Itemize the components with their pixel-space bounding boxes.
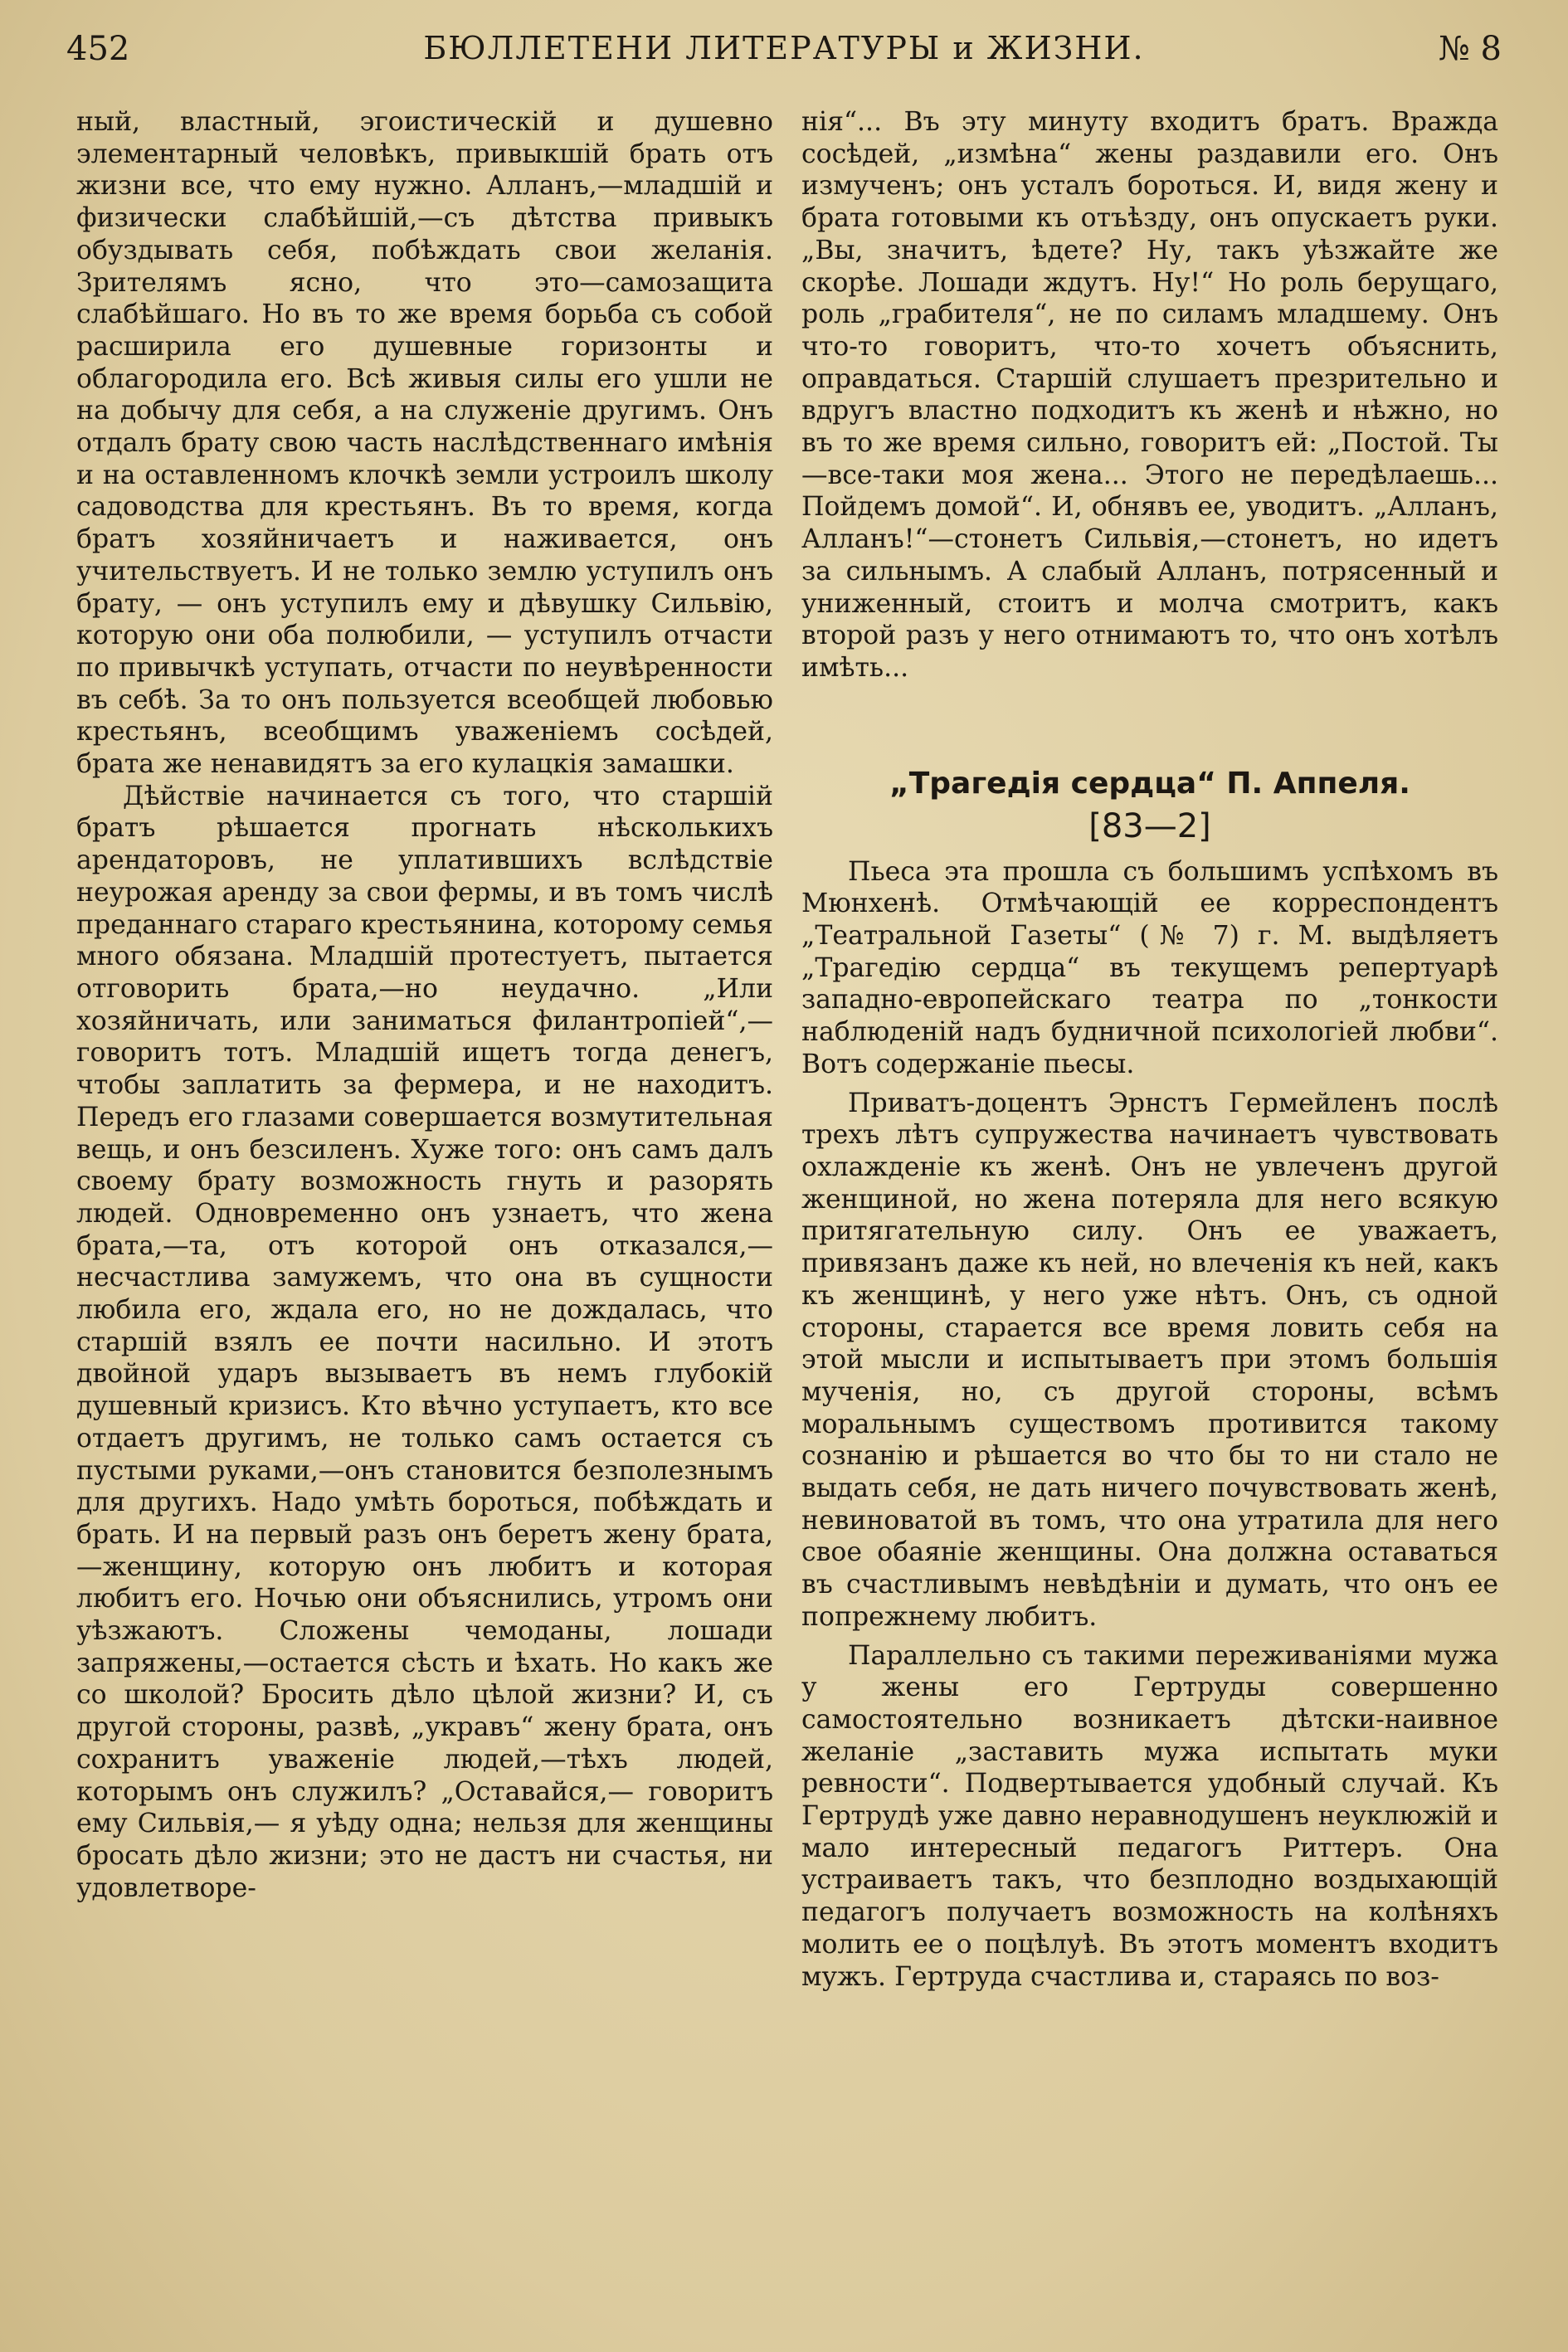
issue-number: № 8 [1438,30,1502,68]
article-paragraph: Приватъ-доцентъ Эрнстъ Гермейленъ послѣ трехъ лѣтъ супружества начинаетъ чувствовать охлажденіе къ женѣ. Онъ не увлеченъ другой женщиной, но жена потеряла для него всякую притягательную силу. Онъ ее уважаетъ, привязанъ даже къ ней, но влеченія къ ней, какъ къ женщинѣ, у него уже нѣтъ. Онъ, съ одной стороны, старается все время ловить себя на этой мысли и испытываетъ при этомъ большія мученія, но, съ другой стороны, всѣмъ моральнымъ существомъ противится такому сознанію и рѣшается во что бы то ни стало не выдать себя, не дать ничего почувствовать женѣ, невиноватой въ томъ, что она утратила для него свое обаяніе женщины. Она должна оставаться въ счастливымъ невѣдѣніи и думать, что онъ ее попрежнему любитъ. [801,1088,1498,1632]
article-paragraph: нія“... Въ эту минуту входитъ братъ. Вражда сосѣдей, „измѣна“ жены раздавили его. Онъ измученъ; онъ усталъ бороться. И, видя жену и брата готовыми къ отъѣзду, онъ опускаетъ руки. „Вы, значитъ, ѣдете? Ну, такъ уѣзжайте же скорѣе. Лошади ждутъ. Ну!“ Но роль берущаго, роль „грабителя“, не по силамъ младшему. Онъ что-то говоритъ, что-то хочетъ объяснить, оправдаться. Старшій слушаетъ презрительно и вдругъ властно подходитъ къ женѣ и нѣжно, но въ то же время сильно, говоритъ ей: „Постой. Ты—все-таки моя жена... Этого не передѣлаешь... Пойдемъ домой“. И, обнявъ ее, уводитъ. „Алланъ, Алланъ!“—стонетъ Сильвія,—стонетъ, но идетъ за сильнымъ. А слабый Алланъ, потрясенный и униженный, стоитъ и молча смотритъ, какъ второй разъ у него отнимаютъ то, что онъ хотѣлъ имѣть... [801,107,1498,683]
page-header [66,23,1502,81]
left-column [76,106,773,1904]
section-heading: „Трагедія сердца“ П. Аппеля. [889,766,1410,801]
page-number: 452 [66,30,130,68]
article-paragraph: Параллельно съ такими переживаніями мужа у жены его Гертруды совершенно самостоятельно возникаетъ дѣтски-наивное желаніе „заставить мужа испытать муки ревности“. Подвертывается удобный случай. Къ Гертрудѣ уже давно неравнодушенъ неуклюжій и мало интересный педагогъ Риттеръ. Она устраиваетъ такъ, что безплодно воздыхающій педагогъ получаетъ возможность на колѣняхъ молить ее о поцѣлуѣ. Въ этотъ моментъ входитъ мужъ. Гертруда счастлива и, стараясь по воз- [801,1640,1498,1992]
article-paragraph: ный, властный, эгоистическій и душевно элементарный человѣкъ, привыкшій брать отъ жизни все, что ему нужно. Алланъ,—младшій и физически слабѣйшій,—съ дѣтства привыкъ обуздывать себя, побѣждать свои желанія. Зрителямъ ясно, что это—самозащита слабѣйшаго. Но въ то же время борьба съ собой расширила его душевные горизонты и облагородила его. Всѣ живыя силы его ушли не на добычу для себя, а на служеніе другимъ. Онъ отдалъ брату свою часть наслѣдственнаго имѣнія и на оставленномъ клочкѣ земли устроилъ школу садоводства для крестьянъ. Въ то время, когда братъ хозяйничаетъ и наживается, онъ учительствуетъ. И не только землю уступилъ онъ брату, — онъ уступилъ ему и дѣвушку Сильвію, которую они оба полюбили, — уступилъ отчасти по привычкѣ уступать, отчасти по неувѣренности въ себѣ. За то онъ пользуется всеобщей любовью крестьянъ, всеобщимъ уваженіемъ сосѣдей, брата же ненавидятъ за его кулацкія замашки. [76,107,773,780]
article-paragraph: Пьеса эта прошла съ большимъ успѣхомъ въ Мюнхенѣ. Отмѣчающій ее корреспондентъ „Театральной Газеты“ (№ 7) г. М. выдѣляетъ „Трагедію сердца“ въ текущемъ репертуарѣ западно-европейскаго театра по „тонкости наблюденій надъ будничной психологіей любви“. Вотъ содержаніе пьесы. [801,856,1498,1079]
article-paragraph: Дѣйствіе начинается съ того, что старшій братъ рѣшается прогнать нѣсколькихъ арендаторовъ, не уплатившихъ вслѣдствіе неурожая аренду за свои фермы, и въ томъ числѣ преданнаго стараго крестьянина, которому семья много обязана. Младшій протестуетъ, пытается отговорить брата,—но неудачно. „Или хозяйничать, или заниматься филантропіей“,—говоритъ тотъ. Младшій ищетъ тогда денегъ, чтобы заплатить за фермера, и не находитъ. Передъ его глазами совершается возмутительная вещь, и онъ безсиленъ. Хуже того: онъ самъ далъ своему брату возможность гнуть и разорять людей. Одновременно онъ узнаетъ, что жена брата,—та, отъ которой онъ отказался,— несчастлива замужемъ, что она въ сущности любила его, ждала его, но не дождалась, что старшій взялъ ее почти насильно. И этотъ двойной ударъ вызываетъ въ немъ глубокій душевный кризисъ. Кто вѣчно уступаетъ, кто все отдаетъ другимъ, не только самъ остается съ пустыми руками,—онъ становится безполезнымъ для другихъ. Надо умѣть бороться, побѣждать и брать. И на первый разъ онъ беретъ жену брата,—женщину, которую онъ любитъ и которая любитъ его. Ночью они объяснились, утромъ они уѣзжаютъ. Сложены чемоданы, лошади запряжены,—остается сѣсть и ѣхать. Но какъ же со школой? Бросить дѣло цѣлой жизни? И, съ другой стороны, развѣ, „укравъ“ жену брата, онъ сохранитъ уваженіе людей,—тѣхъ людей, которымъ онъ служилъ? „Оставайся,— говоритъ ему Сильвія,— я уѣду одна; нельзя для женщины бросать дѣло жизни; это не дастъ ни счастья, ни удовлетворе- [76,781,773,1903]
right-column [801,106,1498,1993]
section-code: [83—2] [1088,806,1211,845]
running-title: БЮЛЛЕТЕНИ ЛИТЕРАТУРЫ и ЖИЗНИ. [423,30,1145,66]
